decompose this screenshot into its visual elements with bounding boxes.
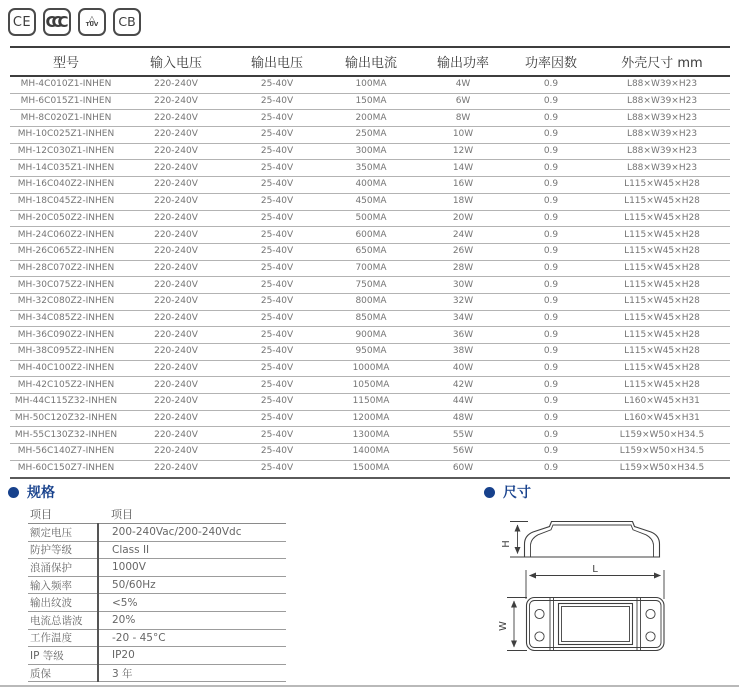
output-power-cell: 28W (418, 260, 508, 277)
model-cell: MH-14C035Z1-INHEN (10, 160, 122, 177)
side-view-drawing (525, 522, 660, 558)
power-factor-cell: 0.9 (508, 260, 594, 277)
output-current-cell: 1400MA (324, 444, 418, 461)
output-power-cell: 16W (418, 177, 508, 194)
bullet-icon (8, 487, 19, 498)
table-row (10, 293, 730, 310)
power-factor-cell: 0.9 (508, 310, 594, 327)
cert-badge-label: CE (12, 14, 32, 30)
output-current-cell: 150MA (324, 93, 418, 110)
output-current-cell: 900MA (324, 327, 418, 344)
power-factor-cell: 0.9 (508, 427, 594, 444)
output-current-cell: 500MA (324, 210, 418, 227)
case-size-cell: L88×W39×H23 (594, 160, 730, 177)
input-voltage-cell: 220-240V (122, 227, 230, 244)
output-voltage-cell: 25-40V (230, 76, 324, 93)
table-row (10, 460, 730, 477)
output-voltage-cell: 25-40V (230, 460, 324, 477)
table-row (10, 193, 730, 210)
output-current-cell: 1500MA (324, 460, 418, 477)
output-power-cell: 10W (418, 127, 508, 144)
input-voltage-cell: 220-240V (122, 160, 230, 177)
table-row (10, 410, 730, 427)
power-factor-cell: 0.9 (508, 394, 594, 411)
power-factor-cell: 0.9 (508, 227, 594, 244)
output-current-cell: 750MA (324, 277, 418, 294)
output-voltage-cell: 25-40V (230, 177, 324, 194)
power-factor-cell: 0.9 (508, 327, 594, 344)
column-header-output-voltage: 输出电压 (230, 47, 324, 76)
page-bottom-divider (0, 685, 739, 687)
model-cell: MH-6C015Z1-INHEN (10, 93, 122, 110)
input-voltage-cell: 220-240V (122, 344, 230, 361)
table-row (10, 160, 730, 177)
mounting-hole (535, 609, 544, 618)
output-power-cell: 26W (418, 243, 508, 260)
spec-value-cell: 1000V (98, 559, 286, 577)
table-row (10, 76, 730, 93)
specs-title-text: 规格 (27, 485, 55, 501)
output-voltage-cell: 25-40V (230, 193, 324, 210)
output-power-cell: 38W (418, 344, 508, 361)
output-voltage-cell: 25-40V (230, 143, 324, 160)
input-voltage-cell: 220-240V (122, 127, 230, 144)
case-size-cell: L159×W50×H34.5 (594, 460, 730, 477)
output-power-cell: 20W (418, 210, 508, 227)
table-row (10, 93, 730, 110)
spec-item-cell: 输入频率 (28, 576, 98, 594)
table-row (10, 177, 730, 194)
output-current-cell: 450MA (324, 193, 418, 210)
spec-row (28, 611, 286, 629)
output-current-cell: 850MA (324, 310, 418, 327)
column-header-model: 型号 (10, 47, 122, 76)
output-voltage-cell: 25-40V (230, 243, 324, 260)
input-voltage-cell: 220-240V (122, 210, 230, 227)
spec-row (28, 664, 286, 682)
output-current-cell: 650MA (324, 243, 418, 260)
case-size-cell: L115×W45×H28 (594, 277, 730, 294)
case-size-cell: L159×W50×H34.5 (594, 444, 730, 461)
output-voltage-cell: 25-40V (230, 310, 324, 327)
output-power-cell: 24W (418, 227, 508, 244)
power-factor-cell: 0.9 (508, 377, 594, 394)
column-header-output-current: 输出电流 (324, 47, 418, 76)
mounting-hole (535, 632, 544, 641)
top-view-drawing (527, 598, 665, 651)
case-size-cell: L115×W45×H28 (594, 243, 730, 260)
output-current-cell: 1200MA (324, 410, 418, 427)
table-row (10, 210, 730, 227)
models-table (10, 46, 730, 479)
spec-value-cell: <5% (98, 594, 286, 612)
length-label: L (592, 564, 598, 575)
spec-row (28, 629, 286, 647)
input-voltage-cell: 220-240V (122, 444, 230, 461)
output-voltage-cell: 25-40V (230, 227, 324, 244)
input-voltage-cell: 220-240V (122, 410, 230, 427)
input-voltage-cell: 220-240V (122, 110, 230, 127)
output-voltage-cell: 25-40V (230, 377, 324, 394)
output-current-cell: 400MA (324, 177, 418, 194)
spec-value-cell: 50/60Hz (98, 576, 286, 594)
column-header-power-factor: 功率因数 (508, 47, 594, 76)
input-voltage-cell: 220-240V (122, 76, 230, 93)
table-row (10, 377, 730, 394)
spec-row (28, 541, 286, 559)
input-voltage-cell: 220-240V (122, 327, 230, 344)
case-size-cell: L115×W45×H28 (594, 293, 730, 310)
power-factor-cell: 0.9 (508, 360, 594, 377)
output-current-cell: 800MA (324, 293, 418, 310)
case-size-cell: L115×W45×H28 (594, 227, 730, 244)
output-current-cell: 300MA (324, 143, 418, 160)
power-factor-cell: 0.9 (508, 277, 594, 294)
table-row (10, 394, 730, 411)
power-factor-cell: 0.9 (508, 193, 594, 210)
model-cell: MH-8C020Z1-INHEN (10, 110, 122, 127)
dimensions-title-text: 尺寸 (503, 485, 531, 501)
output-current-cell: 100MA (324, 76, 418, 93)
spec-item-cell: 工作温度 (28, 629, 98, 647)
model-cell: MH-40C100Z2-INHEN (10, 360, 122, 377)
case-size-cell: L115×W45×H28 (594, 310, 730, 327)
model-cell: MH-30C075Z2-INHEN (10, 277, 122, 294)
output-power-cell: 44W (418, 394, 508, 411)
power-factor-cell: 0.9 (508, 293, 594, 310)
table-row (10, 444, 730, 461)
case-size-cell: L88×W39×H23 (594, 127, 730, 144)
input-voltage-cell: 220-240V (122, 93, 230, 110)
specs-header-value: 项目 (98, 505, 286, 524)
case-size-cell: L88×W39×H23 (594, 110, 730, 127)
power-factor-cell: 0.9 (508, 177, 594, 194)
models-table-header (10, 47, 730, 76)
dimension-drawing (480, 500, 739, 686)
case-size-cell: L115×W45×H28 (594, 260, 730, 277)
case-size-cell: L115×W45×H28 (594, 360, 730, 377)
table-row (10, 227, 730, 244)
case-size-cell: L115×W45×H28 (594, 177, 730, 194)
case-size-cell: L115×W45×H28 (594, 210, 730, 227)
column-header-case-size: 外壳尺寸 mm (594, 47, 730, 76)
output-power-cell: 48W (418, 410, 508, 427)
output-voltage-cell: 25-40V (230, 110, 324, 127)
cert-badge-label: TÜV (85, 22, 99, 29)
specs-section-title (8, 482, 55, 502)
spec-row (28, 594, 286, 612)
model-cell: MH-4C010Z1-INHEN (10, 76, 122, 93)
input-voltage-cell: 220-240V (122, 427, 230, 444)
input-voltage-cell: 220-240V (122, 277, 230, 294)
model-cell: MH-28C070Z2-INHEN (10, 260, 122, 277)
spec-value-cell: 3 年 (98, 664, 286, 682)
model-cell: MH-24C060Z2-INHEN (10, 227, 122, 244)
output-power-cell: 14W (418, 160, 508, 177)
cert-badge-label: CCC (45, 12, 64, 31)
output-voltage-cell: 25-40V (230, 127, 324, 144)
case-size-cell: L159×W50×H34.5 (594, 427, 730, 444)
model-cell: MH-32C080Z2-INHEN (10, 293, 122, 310)
output-current-cell: 350MA (324, 160, 418, 177)
output-power-cell: 12W (418, 143, 508, 160)
input-voltage-cell: 220-240V (122, 260, 230, 277)
output-power-cell: 42W (418, 377, 508, 394)
case-size-cell: L115×W45×H28 (594, 344, 730, 361)
table-row (10, 127, 730, 144)
power-factor-cell: 0.9 (508, 110, 594, 127)
output-voltage-cell: 25-40V (230, 360, 324, 377)
output-voltage-cell: 25-40V (230, 260, 324, 277)
output-current-cell: 250MA (324, 127, 418, 144)
input-voltage-cell: 220-240V (122, 377, 230, 394)
model-cell: MH-55C130Z32-INHEN (10, 427, 122, 444)
power-factor-cell: 0.9 (508, 76, 594, 93)
power-factor-cell: 0.9 (508, 160, 594, 177)
model-cell: MH-42C105Z2-INHEN (10, 377, 122, 394)
specs-header-item: 项目 (28, 505, 98, 524)
output-current-cell: 950MA (324, 344, 418, 361)
spec-row (28, 559, 286, 577)
model-cell: MH-16C040Z2-INHEN (10, 177, 122, 194)
case-size-cell: L88×W39×H23 (594, 76, 730, 93)
power-factor-cell: 0.9 (508, 210, 594, 227)
model-cell: MH-44C115Z32-INHEN (10, 394, 122, 411)
output-current-cell: 700MA (324, 260, 418, 277)
column-header-output-power: 输出功率 (418, 47, 508, 76)
cert-badge-cb (113, 8, 141, 36)
spec-row (28, 576, 286, 594)
table-row (10, 310, 730, 327)
power-factor-cell: 0.9 (508, 444, 594, 461)
case-size-cell: L88×W39×H23 (594, 93, 730, 110)
output-power-cell: 60W (418, 460, 508, 477)
cert-badge-tuv (78, 8, 106, 36)
input-voltage-cell: 220-240V (122, 177, 230, 194)
output-current-cell: 600MA (324, 227, 418, 244)
model-cell: MH-34C085Z2-INHEN (10, 310, 122, 327)
mounting-hole (646, 609, 655, 618)
power-factor-cell: 0.9 (508, 344, 594, 361)
input-voltage-cell: 220-240V (122, 293, 230, 310)
output-voltage-cell: 25-40V (230, 344, 324, 361)
cert-badge-label: CB (118, 13, 136, 29)
dimensions-section-title (484, 482, 531, 502)
output-power-cell: 34W (418, 310, 508, 327)
spec-item-cell: IP 等级 (28, 647, 98, 665)
case-size-cell: L115×W45×H28 (594, 327, 730, 344)
table-row (10, 243, 730, 260)
table-row (10, 327, 730, 344)
output-power-cell: 56W (418, 444, 508, 461)
output-power-cell: 6W (418, 93, 508, 110)
model-cell: MH-56C140Z7-INHEN (10, 444, 122, 461)
spec-item-cell: 防护等级 (28, 541, 98, 559)
height-label: H (501, 540, 512, 548)
spec-value-cell: -20 - 45°C (98, 629, 286, 647)
model-cell: MH-38C095Z2-INHEN (10, 344, 122, 361)
column-header-input-voltage: 输入电压 (122, 47, 230, 76)
input-voltage-cell: 220-240V (122, 310, 230, 327)
output-power-cell: 55W (418, 427, 508, 444)
output-voltage-cell: 25-40V (230, 210, 324, 227)
model-cell: MH-10C025Z1-INHEN (10, 127, 122, 144)
power-factor-cell: 0.9 (508, 410, 594, 427)
output-voltage-cell: 25-40V (230, 327, 324, 344)
spec-value-cell: 20% (98, 611, 286, 629)
spec-item-cell: 浪涌保护 (28, 559, 98, 577)
spec-value-cell: Class II (98, 541, 286, 559)
output-voltage-cell: 25-40V (230, 160, 324, 177)
bullet-icon (484, 487, 495, 498)
output-current-cell: 1000MA (324, 360, 418, 377)
table-row (10, 110, 730, 127)
output-power-cell: 8W (418, 110, 508, 127)
power-factor-cell: 0.9 (508, 460, 594, 477)
output-voltage-cell: 25-40V (230, 394, 324, 411)
output-power-cell: 32W (418, 293, 508, 310)
output-voltage-cell: 25-40V (230, 410, 324, 427)
spec-value-cell: 200-240Vac/200-240Vdc (98, 524, 286, 542)
case-size-cell: L160×W45×H31 (594, 410, 730, 427)
output-power-cell: 18W (418, 193, 508, 210)
input-voltage-cell: 220-240V (122, 243, 230, 260)
output-voltage-cell: 25-40V (230, 277, 324, 294)
model-cell: MH-50C120Z32-INHEN (10, 410, 122, 427)
input-voltage-cell: 220-240V (122, 394, 230, 411)
table-row (10, 143, 730, 160)
output-current-cell: 1050MA (324, 377, 418, 394)
output-voltage-cell: 25-40V (230, 93, 324, 110)
input-voltage-cell: 220-240V (122, 193, 230, 210)
certification-badges (8, 8, 141, 36)
model-cell: MH-36C090Z2-INHEN (10, 327, 122, 344)
spec-row (28, 647, 286, 665)
power-factor-cell: 0.9 (508, 93, 594, 110)
model-cell: MH-26C065Z2-INHEN (10, 243, 122, 260)
case-size-cell: L115×W45×H28 (594, 377, 730, 394)
output-voltage-cell: 25-40V (230, 427, 324, 444)
model-cell: MH-12C030Z1-INHEN (10, 143, 122, 160)
spec-item-cell: 输出纹波 (28, 594, 98, 612)
output-power-cell: 40W (418, 360, 508, 377)
output-current-cell: 1300MA (324, 427, 418, 444)
output-power-cell: 30W (418, 277, 508, 294)
input-voltage-cell: 220-240V (122, 360, 230, 377)
label-area (559, 604, 633, 645)
mounting-hole (646, 632, 655, 641)
input-voltage-cell: 220-240V (122, 460, 230, 477)
model-cell: MH-20C050Z2-INHEN (10, 210, 122, 227)
table-row (10, 277, 730, 294)
model-cell: MH-18C045Z2-INHEN (10, 193, 122, 210)
output-voltage-cell: 25-40V (230, 444, 324, 461)
width-dimension (507, 598, 527, 651)
spec-item-cell: 质保 (28, 664, 98, 682)
output-current-cell: 1150MA (324, 394, 418, 411)
width-label: W (498, 621, 509, 631)
case-size-cell: L160×W45×H31 (594, 394, 730, 411)
output-voltage-cell: 25-40V (230, 293, 324, 310)
specs-table (28, 505, 286, 682)
case-size-cell: L115×W45×H28 (594, 193, 730, 210)
spec-row (28, 524, 286, 542)
input-voltage-cell: 220-240V (122, 143, 230, 160)
power-factor-cell: 0.9 (508, 143, 594, 160)
table-row (10, 427, 730, 444)
spec-value-cell: IP20 (98, 647, 286, 665)
output-power-cell: 4W (418, 76, 508, 93)
power-factor-cell: 0.9 (508, 127, 594, 144)
model-cell: MH-60C150Z7-INHEN (10, 460, 122, 477)
output-power-cell: 36W (418, 327, 508, 344)
output-current-cell: 200MA (324, 110, 418, 127)
spec-item-cell: 电流总谐波 (28, 611, 98, 629)
table-row (10, 360, 730, 377)
table-row (10, 260, 730, 277)
power-factor-cell: 0.9 (508, 243, 594, 260)
case-size-cell: L88×W39×H23 (594, 143, 730, 160)
tuv-triangle-icon: △ (88, 14, 96, 24)
cert-badge-ccc (43, 8, 71, 36)
table-row (10, 344, 730, 361)
spec-item-cell: 额定电压 (28, 524, 98, 542)
cert-badge-ce (8, 8, 36, 36)
